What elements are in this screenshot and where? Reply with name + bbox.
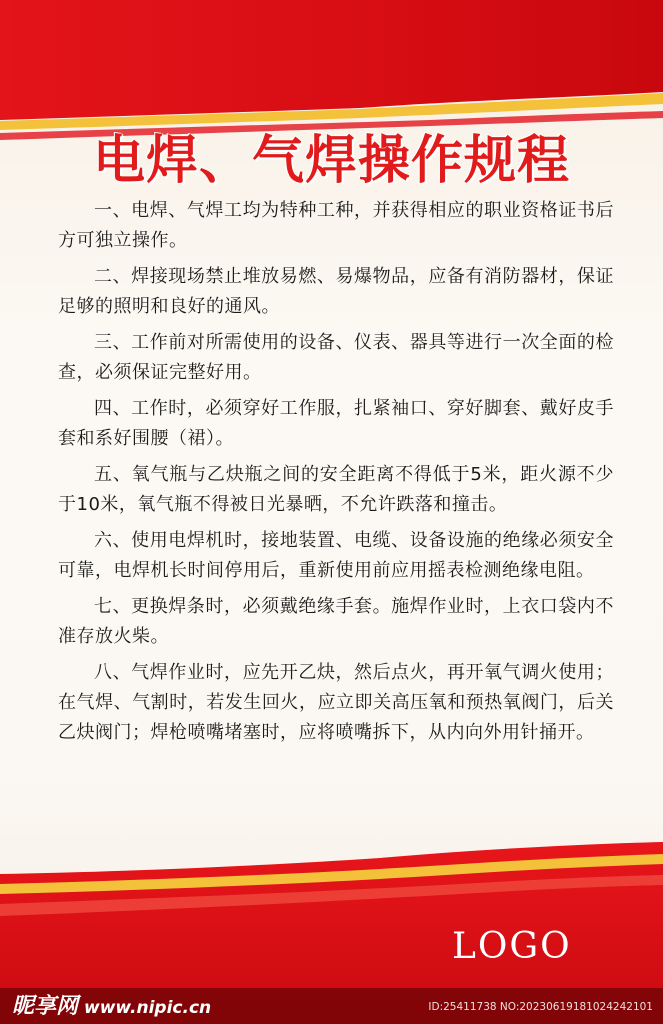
watermark-brand: [12, 989, 211, 1020]
rule-item: 八、气焊作业时，应先开乙炔，然后点火，再开氧气调火使用；在气焊、气割时，若发生回火，应立即关高压氧和预热氧阀门，后关乙炔阀门；焊枪喷嘴堵塞时，应将喷嘴拆下，从内向外用针捅开。: [58, 662, 614, 743]
logo: LOGO: [452, 926, 572, 967]
rule-item: 一、电焊、气焊工均为特种工种，并获得相应的职业资格证书后方可独立操作。: [58, 200, 614, 251]
rule-item: 六、使用电焊机时，接地装置、电缆、设备设施的绝缘必须安全可靠，电焊机长时间停用后，重新使用前应用摇表检测绝缘电阻。: [58, 530, 614, 581]
watermark-url: www.nipic.cn: [84, 998, 212, 1018]
rule-item: 三、工作前对所需使用的设备、仪表、器具等进行一次全面的检查，必须保证完整好用。: [58, 332, 614, 383]
rule-item: 二、焊接现场禁止堆放易燃、易爆物品，应备有消防器材，保证足够的照明和良好的通风。: [58, 266, 614, 317]
watermark-brand-name: 昵享网: [12, 994, 79, 1019]
rules-list: [58, 196, 614, 754]
rule-item: 五、氧气瓶与乙炔瓶之间的安全距离不得低于5米，距火源不少于10米，氧气瓶不得被日光暴晒，不允许跌落和撞击。: [58, 464, 614, 515]
rule-item: 七、更换焊条时，必须戴绝缘手套。施焊作业时，上衣口袋内不准存放火柴。: [58, 596, 614, 647]
watermark-id: ID:25411738 NO:20230619181024242101: [428, 1001, 653, 1013]
page-title: 电焊、气焊操作规程: [92, 131, 570, 191]
rule-item: 四、工作时，必须穿好工作服，扎紧袖口、穿好脚套、戴好皮手套和系好围腰（裙）。: [58, 398, 614, 449]
